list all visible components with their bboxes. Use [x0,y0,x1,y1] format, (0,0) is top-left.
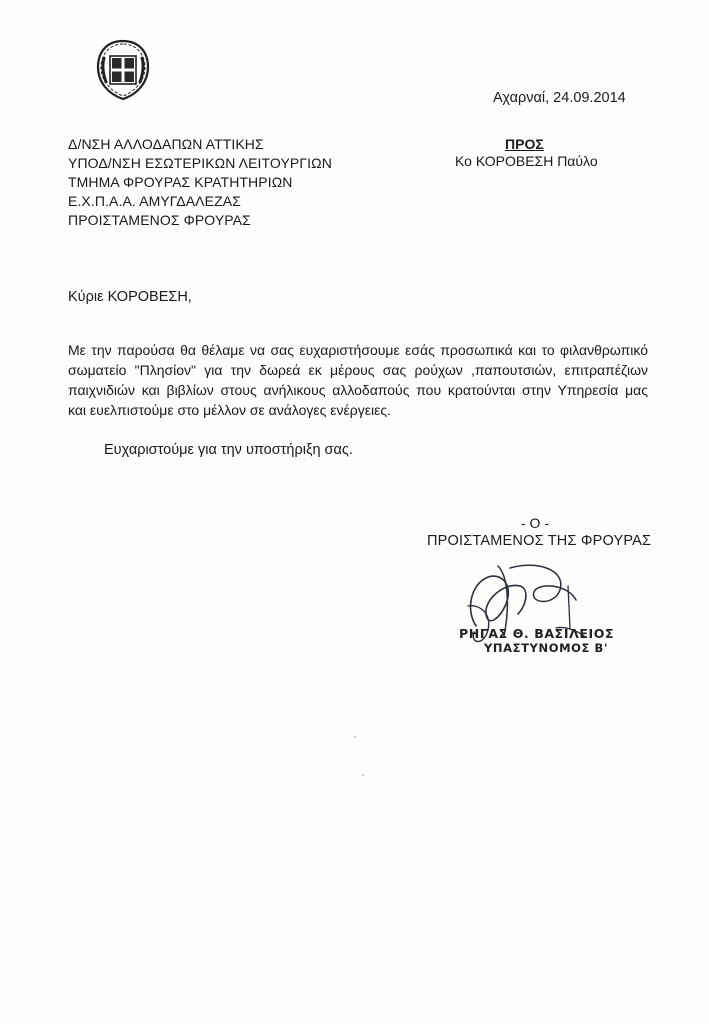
stamp-name: ΡΗΓΑΣ Θ. ΒΑΣΙΛΕΙΟΣ [459,626,615,641]
paper-speck [354,736,356,738]
signatory-title: ΠΡΟΙΣΤΑΜΕΝΟΣ ΤΗΣ ΦΡΟΥΡΑΣ [427,533,652,549]
stamp-rank: ΥΠΑΣΤΥΝΟΜΟΣ Β' [484,641,609,655]
salutation: Κύριε ΚΟΡΟΒΕΣΗ, [68,289,192,305]
letter-body [68,340,648,420]
signature-dash: - Ο - [521,515,549,531]
sender-line: ΠΡΟΙΣΤΑΜΕΝΟΣ ΦΡΟΥΡΑΣ [68,212,251,228]
greek-state-emblem-icon [94,38,152,102]
sender-line: Ε.Χ.Π.Α.Α. ΑΜΥΓΔΑΛΕΖΑΣ [68,193,241,209]
sender-line: Δ/ΝΣΗ ΑΛΛΟΔΑΠΩΝ ΑΤΤΙΚΗΣ [68,136,264,152]
letter-date: Αχαρναί, 24.09.2014 [493,90,626,106]
body-line: σωματείο "Πλησίον" για την δωρεά εκ μέρους σας ρούχων ,παπουτσιών, επιτραπέζιων [68,362,648,378]
body-line: παιχνιδιών και βιβλίων στους ανήλικους αλλοδαπούς που κρατούνται στην Υπηρεσία μας [68,382,648,398]
sender-line: ΥΠΟΔ/ΝΣΗ ΕΣΩΤΕΡΙΚΩΝ ΛΕΙΤΟΥΡΓΙΩΝ [68,155,332,171]
sender-line: ΤΜΗΜΑ ΦΡΟΥΡΑΣ ΚΡΑΤΗΤΗΡΙΩΝ [68,174,293,190]
closing-thanks: Ευχαριστούμε για την υποστήριξη σας. [104,442,353,458]
sender-block [68,135,332,230]
recipient-name: Κο ΚΟΡΟΒΕΣΗ Παύλο [455,153,598,169]
body-line: και ευελπιστούμε στο μέλλον σε ανάλογες ενέργειες. [68,402,391,418]
to-label: ΠΡΟΣ [505,136,544,152]
body-line: Με την παρούσα θα θέλαμε να σας ευχαριστήσουμε εσάς προσωπικά και το φιλανθρωπικό [68,342,648,358]
paper-speck [362,774,364,776]
